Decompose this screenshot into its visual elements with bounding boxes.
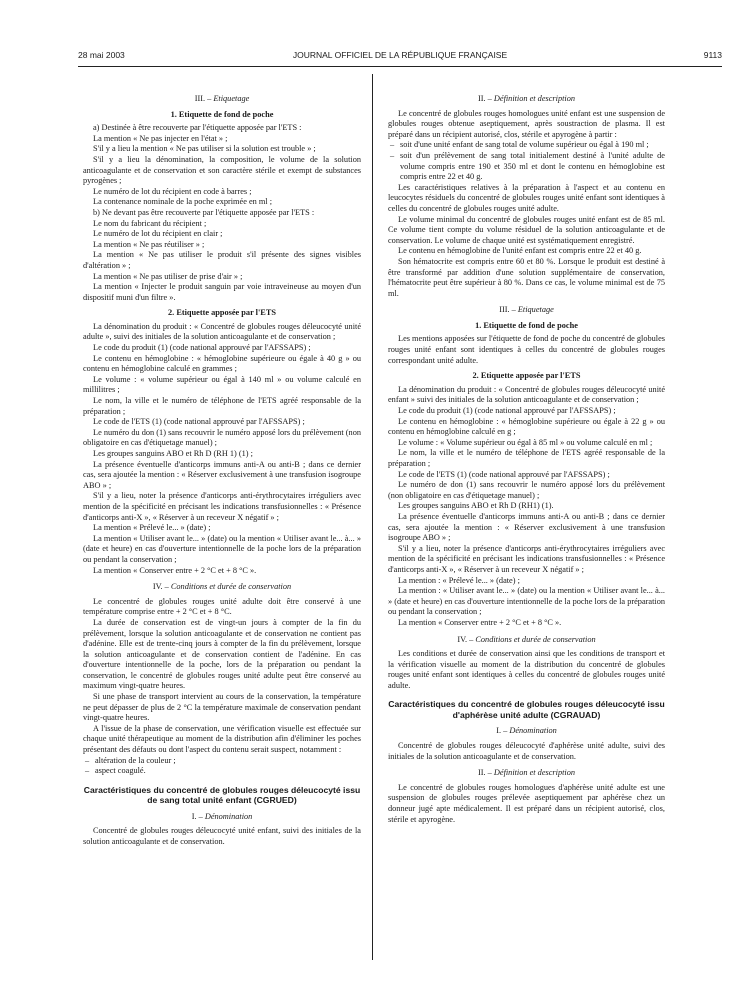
section-title: Dénomination [204, 811, 253, 821]
paragraph: La présence éventuelle d'anticorps immuns anti-A ou anti-B ; dans ce dernier cas, sera ajoutée la mention : « Réserver exclusivement à une transfusion isogroupe ABO » ; [83, 459, 361, 490]
list-item: – soit d'un prélèvement de sang total initialement destiné à l'unité adulte de volume compris entre 190 et 350 ml et dont le contenu en hémoglobine est compris entre 22 et 40 g. [388, 151, 665, 183]
paragraph: Concentré de globules rouges déleucocyté d'aphérèse unité adulte, suivi des initiales de la solution anticoagulante et de conservation. [388, 741, 665, 761]
subsection-heading: 1. Etiquette de fond de poche [475, 320, 578, 330]
section-heading [388, 726, 665, 737]
paragraph: Le code de l'ETS (1) (code national approuvé par l'AFSSAPS) ; [93, 417, 305, 427]
header-page-number: 9113 [703, 50, 722, 60]
section-number: III. – [499, 305, 518, 315]
paragraph: Les groupes sanguins ABO et Rh D (RH1) (1). [398, 501, 554, 511]
section-heading [83, 812, 361, 823]
right-column [388, 88, 665, 825]
section-heading [388, 305, 665, 316]
subsection-heading: 1. Etiquette de fond de poche [170, 109, 274, 119]
list-item: – soit d'une unité enfant de sang total de volume supérieur ou égal à 190 ml ; [388, 140, 665, 151]
header-rule [78, 66, 722, 67]
paragraph: S'il y a lieu la dénomination, la composition, le volume de la solution anticoagulante et de conservation et son caractère stérile et exempt de substances pyrogènes ; [83, 154, 361, 186]
paragraph: S'il y a lieu la mention « Ne pas utiliser si la solution est trouble » ; [93, 144, 316, 154]
product-heading: Caractéristiques du concentré de globules rouges déleucocyté issu d'aphérèse unité adulte (CGRAUAD) [388, 699, 665, 720]
page-header [78, 50, 722, 64]
paragraph: b) Ne devant pas être recouverte par l'étiquette apposée par l'ETS : [93, 207, 315, 217]
paragraph: Le contenu en hémoglobine de l'unité enfant est compris entre 22 et 40 g. [398, 246, 642, 256]
section-heading [388, 94, 665, 105]
paragraph: Le numéro de don (1) sans recouvrir le numéro apposé lors du prélèvement (non obligatoire en cas d'étiquetage manuel) ; [388, 480, 665, 500]
subsection-heading: 2. Etiquette apposée par l'ETS [472, 371, 581, 381]
paragraph: Les groupes sanguins ABO et Rh D (RH 1) (1) ; [93, 449, 253, 458]
paragraph: Concentré de globules rouges déleucocyté unité enfant, suivi des initiales de la solution anticoagulante et de conservation. [83, 826, 361, 846]
paragraph: La dénomination du produit : « Concentré de globules rouges déleucocyté unité enfant » suivi des initiales de la solution anticoagulante et de conservation ; [388, 384, 665, 405]
section-number: II. – [477, 94, 494, 103]
paragraph: Le contenu en hémoglobine : « hémoglobine supérieure ou égale à 40 g » ou contenu en hémoglobine calculé en grammes ; [83, 353, 361, 374]
paragraph: Son hématocrite est compris entre 60 et 80 %. Lorsque le produit est destiné à être transformé par addition d'une solution supplémentaire de conservation, l'hématocrite peut être supérieur à 80 %. Dans ce cas, le volume minimal est de 75 ml. [388, 256, 665, 298]
section-title: Etiquetage [517, 305, 554, 315]
paragraph: La mention : « Utiliser avant le... » (date) ou la mention « Utiliser avant le... à... » (date et heure) en cas d'ouverture intentionnelle de la poche lors de la préparation ou pendant la conservation ; [388, 586, 665, 617]
paragraph: La présence éventuelle d'anticorps immuns anti-A ou anti-B ; dans ce dernier cas, sera ajoutée la mention : « Réserver exclusivement à une transfusion isogroupe ABO » ; [388, 511, 665, 543]
paragraph: La mention « Ne pas utiliser de prise d'air » ; [93, 271, 243, 281]
paragraph: Le concentré de globules rouges homologues d'aphérèse unité adulte est une suspension de globules rouges prélevée aseptiquement par aphérèse chez un donneur jugé apte médicalement. Il est préparé dans un récipient autorisé, clos, stérile et apyrogène. [388, 782, 665, 824]
section-heading [83, 582, 361, 593]
section-heading [388, 635, 665, 646]
list-item: – aspect coagulé. [83, 766, 361, 777]
paragraph: Les conditions et durée de conservation ainsi que les conditions de transport et la vérification visuelle au moment de la distribution du concentré de globules rouges unité enfant sont identiques à celles du concentré de globules rouges unité adulte. [388, 649, 665, 690]
paragraph: A l'issue de la phase de conservation, une vérification visuelle est effectuée sur chaque unité thérapeutique au moment de la distribution afin d'éliminer les poches présentant des défauts ou dont l'aspect du contenu serait suspect, notamment : [83, 723, 361, 755]
paragraph: La mention « Injecter le produit sanguin par voie intraveineuse au moyen d'un dispositif muni d'un filtre ». [83, 282, 361, 302]
paragraph: Le code du produit (1) (code national approuvé par l'AFSSAPS) ; [93, 343, 311, 353]
paragraph: Le numéro du don (1) sans recouvrir le numéro apposé lors du prélèvement (non obligatoire en cas d'étiquetage manuel) ; [83, 427, 361, 448]
paragraph: Le nom, la ville et le numéro de téléphone de l'ETS agréé responsable de la préparation ; [388, 448, 665, 468]
section-number: IV. – [152, 582, 171, 592]
section-number: I. – [496, 726, 510, 736]
header-date: 28 mai 2003 [78, 50, 125, 60]
section-number: III. – [194, 94, 214, 103]
paragraph: Le code du produit (1) (code national approuvé par l'AFSSAPS) ; [398, 406, 616, 416]
paragraph: Le concentré de globules rouges homologues unité enfant est une suspension de globules rouges obtenue aseptiquement, après soustraction de plasma. Il est préparé dans un récipient autorisé, clos, stérile et apyrogène à partir : [388, 108, 665, 139]
section-heading [388, 768, 665, 779]
paragraph: Les caractéristiques relatives à la préparation à l'aspect et au contenu en leucocytes résiduels du concentré de globules rouges unité enfant sont identiques à celles du concentré de globules rouges unité adulte. [388, 182, 665, 213]
paragraph: La mention « Conserver entre + 2 °C et + 8 °C ». [93, 565, 257, 575]
column-divider [372, 74, 373, 960]
left-column [83, 88, 361, 848]
paragraph: La durée de conservation est de vingt-un jours à compter de la fin du prélèvement, lorsque la solution anticoagulante et de conservation ne contient pas d'adénine. Elle est de trente-cinq jours à compter de la fin du prélèvement, lorsque la solution anticoagulante et de conservation contient de l'adénine. En cas d'ouverture intentionnelle de la poche, lors de la préparation ou pendant la conservation, le concentré de globules rouges unité adulte peut être conservé au maximum vingt-quatre heures. [83, 617, 361, 691]
product-heading: Caractéristiques du concentré de globules rouges déleucocyté issu de sang total unité enfant (CGRUED) [83, 784, 361, 806]
section-title: Etiquetage [213, 94, 250, 103]
paragraph: Les mentions apposées sur l'étiquette de fond de poche du concentré de globules rouges unité enfant sont identiques à celles du concentré de globules rouges correspondant unité adulte. [388, 334, 665, 365]
paragraph: La mention « Utiliser avant le... » (date) ou la mention « Utiliser avant le... à... » (date et heure) en cas d'ouverture intentionnelle de la poche lors de la préparation ou pendant la conservation ; [83, 533, 361, 564]
section-heading [83, 94, 361, 105]
paragraph: Le concentré de globules rouges unité adulte doit être conservé à une température comprise entre + 2 °C et + 8 °C. [83, 596, 361, 617]
paragraph: Le code de l'ETS (1) (code national approuvé par l'AFSSAPS) ; [398, 469, 610, 479]
paragraph: Le contenu en hémoglobine : « hémoglobine supérieure ou égale à 22 g » ou contenu en hémoglobine calculé en g ; [388, 416, 665, 437]
paragraph: Le numéro de lot du récipient en code à barres ; [93, 186, 252, 196]
section-number: I. – [191, 811, 205, 821]
section-title: Conditions et durée de conservation [170, 582, 292, 592]
paragraph: S'il y a lieu, noter la présence d'anticorps anti-érythrocytaires irréguliers avec mention de la spécificité en précisant les indications transfusionnelles : « Présence d'anticorps anti-X », « Réserver à un receveur X négatif » ; [388, 543, 665, 574]
paragraph: La mention « Ne pas réutiliser » ; [93, 239, 205, 249]
paragraph: Le volume minimal du concentré de globules rouges unité enfant est de 85 ml. Ce volume tient compte du volume résiduel de la solution anticoagulante et de conservation. Le volume de chaque unité est systématiquement enregistré. [388, 214, 665, 245]
header-journal-title: JOURNAL OFFICIEL DE LA RÉPUBLIQUE FRANÇAISE [292, 50, 508, 60]
section-number: IV. – [457, 634, 476, 644]
paragraph: S'il y a lieu, noter la présence d'anticorps anti-érythrocytaires irréguliers avec mention de la spécificité en précisant les indications transfusionnelles : « Présence d'anticorps anti-X », « Réserver à un receveur X négatif » ; [83, 491, 361, 522]
paragraph: a) Destinée à être recouverte par l'étiquette apposée par l'ETS : [93, 123, 302, 133]
paragraph: Si une phase de transport intervient au cours de la conservation, la température ne peut dépasser de plus de 2 °C la température maximale de conservation pendant vingt-quatre heures. [83, 692, 361, 723]
section-title: Conditions et durée de conservation [475, 634, 596, 644]
section-title: Définition et description [493, 94, 576, 103]
paragraph: La dénomination du produit : « Concentré de globules rouges déleucocyté unité adulte », suivi des initiales de la solution anticoagulante et de conservation ; [83, 321, 361, 342]
paragraph: La contenance nominale de la poche exprimée en ml ; [93, 197, 272, 207]
paragraph: Le nom, la ville et le numéro de téléphone de l'ETS agréé responsable de la préparation ; [83, 396, 361, 416]
paragraph: La mention « Conserver entre + 2 °C et + 8 °C ». [398, 617, 562, 627]
section-title: Dénomination [509, 726, 557, 736]
section-number: II. – [477, 768, 494, 778]
paragraph: Le volume : « Volume supérieur ou égal à 85 ml » ou volume calculé en ml ; [398, 437, 653, 447]
subsection-heading: 2. Etiquette apposée par l'ETS [168, 308, 276, 318]
section-title: Définition et description [493, 768, 576, 778]
paragraph: La mention « Ne pas injecter en l'état » ; [93, 133, 228, 143]
paragraph: Le volume : « volume supérieur ou égal à 140 ml » ou volume calculé en millilitres ; [83, 374, 361, 395]
paragraph: La mention : « Prélevé le... » (date) ; [398, 575, 520, 585]
paragraph: Le numéro de lot du récipient en clair ; [93, 229, 223, 239]
paragraph: La mention « Prélevé le... » (date) ; [93, 523, 211, 533]
paragraph: La mention « Ne pas utiliser le produit s'il présente des signes visibles d'altération » ; [83, 250, 361, 270]
list-item: – altération de la couleur ; [83, 756, 361, 767]
paragraph: Le nom du fabricant du récipient ; [93, 218, 207, 228]
